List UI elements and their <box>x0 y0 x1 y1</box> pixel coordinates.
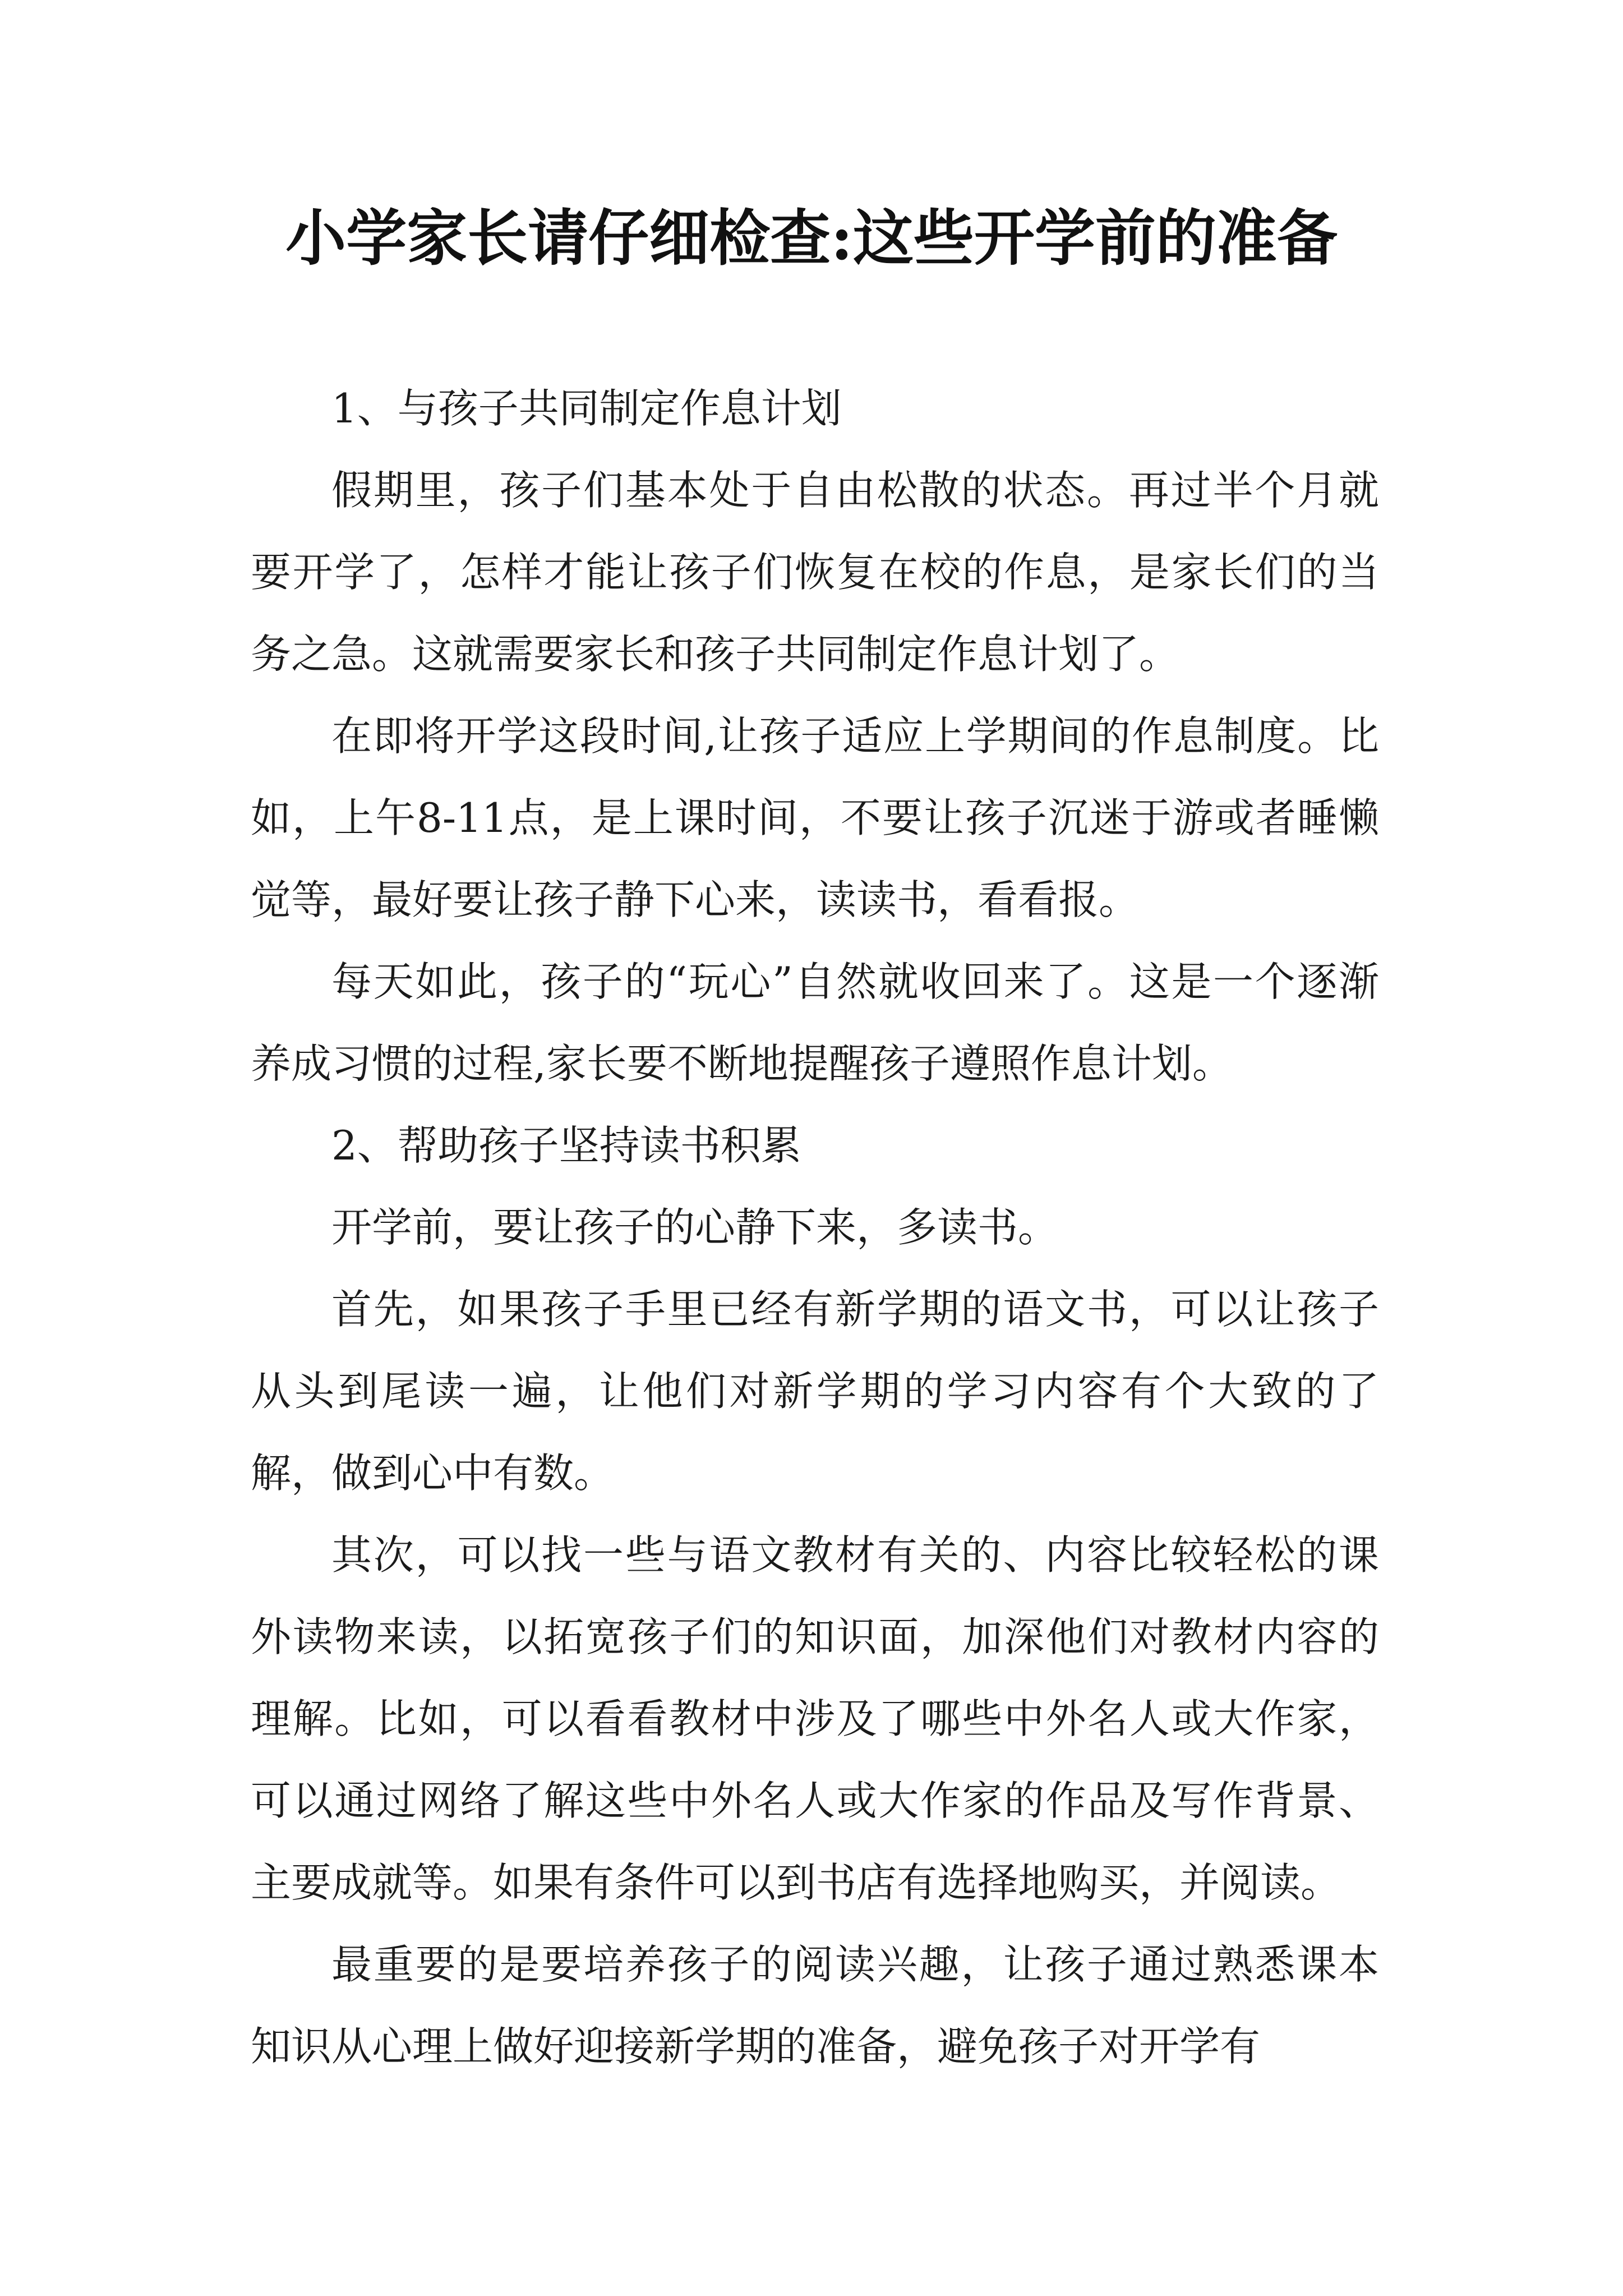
paragraph: 其次，可以找一些与语文教材有关的、内容比较轻松的课外读物来读，以拓宽孩子们的知识面，加深他们对教材内容的理解。比如，可以看看教材中涉及了哪些中外名人或大作家，可以通过网络了解这些中外名人或大作家的作品及写作背景、主要成就等。如果有条件可以到书店有选择地购买，并阅读。 <box>251 1531 1379 1906</box>
section-heading-2: 2、帮助孩子坚持读书积累 <box>331 1122 801 1169</box>
paragraph: 假期里，孩子们基本处于自由松散的状态。再过半个月就要开学了，怎样才能让孩子们恢复在校的作息，是家长们的当务之急。这就需要家长和孩子共同制定作息计划了。 <box>251 467 1379 678</box>
paragraph: 每天如此，孩子的“玩心”自然就收回来了。这是一个逐渐养成习惯的过程,家长要不断地提醒孩子遵照作息计划。 <box>251 958 1379 1087</box>
paragraph: 开学前，要让孩子的心静下来，多读书。 <box>331 1204 1059 1251</box>
paragraph: 在即将开学这段时间,让孩子适应上学期间的作息制度。比如，上午8-11点，是上课时间，不要让孩子沉迷于游或者睡懒觉等，最好要让孩子静下心来，读读书，看看报。 <box>251 712 1379 923</box>
document-body <box>251 367 1379 2087</box>
document-title: 小学家长请仔细检查:这些开学前的准备 <box>285 203 1338 274</box>
paragraph: 首先，如果孩子手里已经有新学期的语文书，可以让孩子从头到尾读一遍，让他们对新学期的学习内容有个大致的了解，做到心中有数。 <box>251 1286 1379 1497</box>
section-heading-1: 1、与孩子共同制定作息计划 <box>331 385 842 432</box>
paragraph: 最重要的是要培养孩子的阅读兴趣，让孩子通过熟悉课本知识从心理上做好迎接新学期的准备，避免孩子对开学有 <box>251 1941 1379 2070</box>
